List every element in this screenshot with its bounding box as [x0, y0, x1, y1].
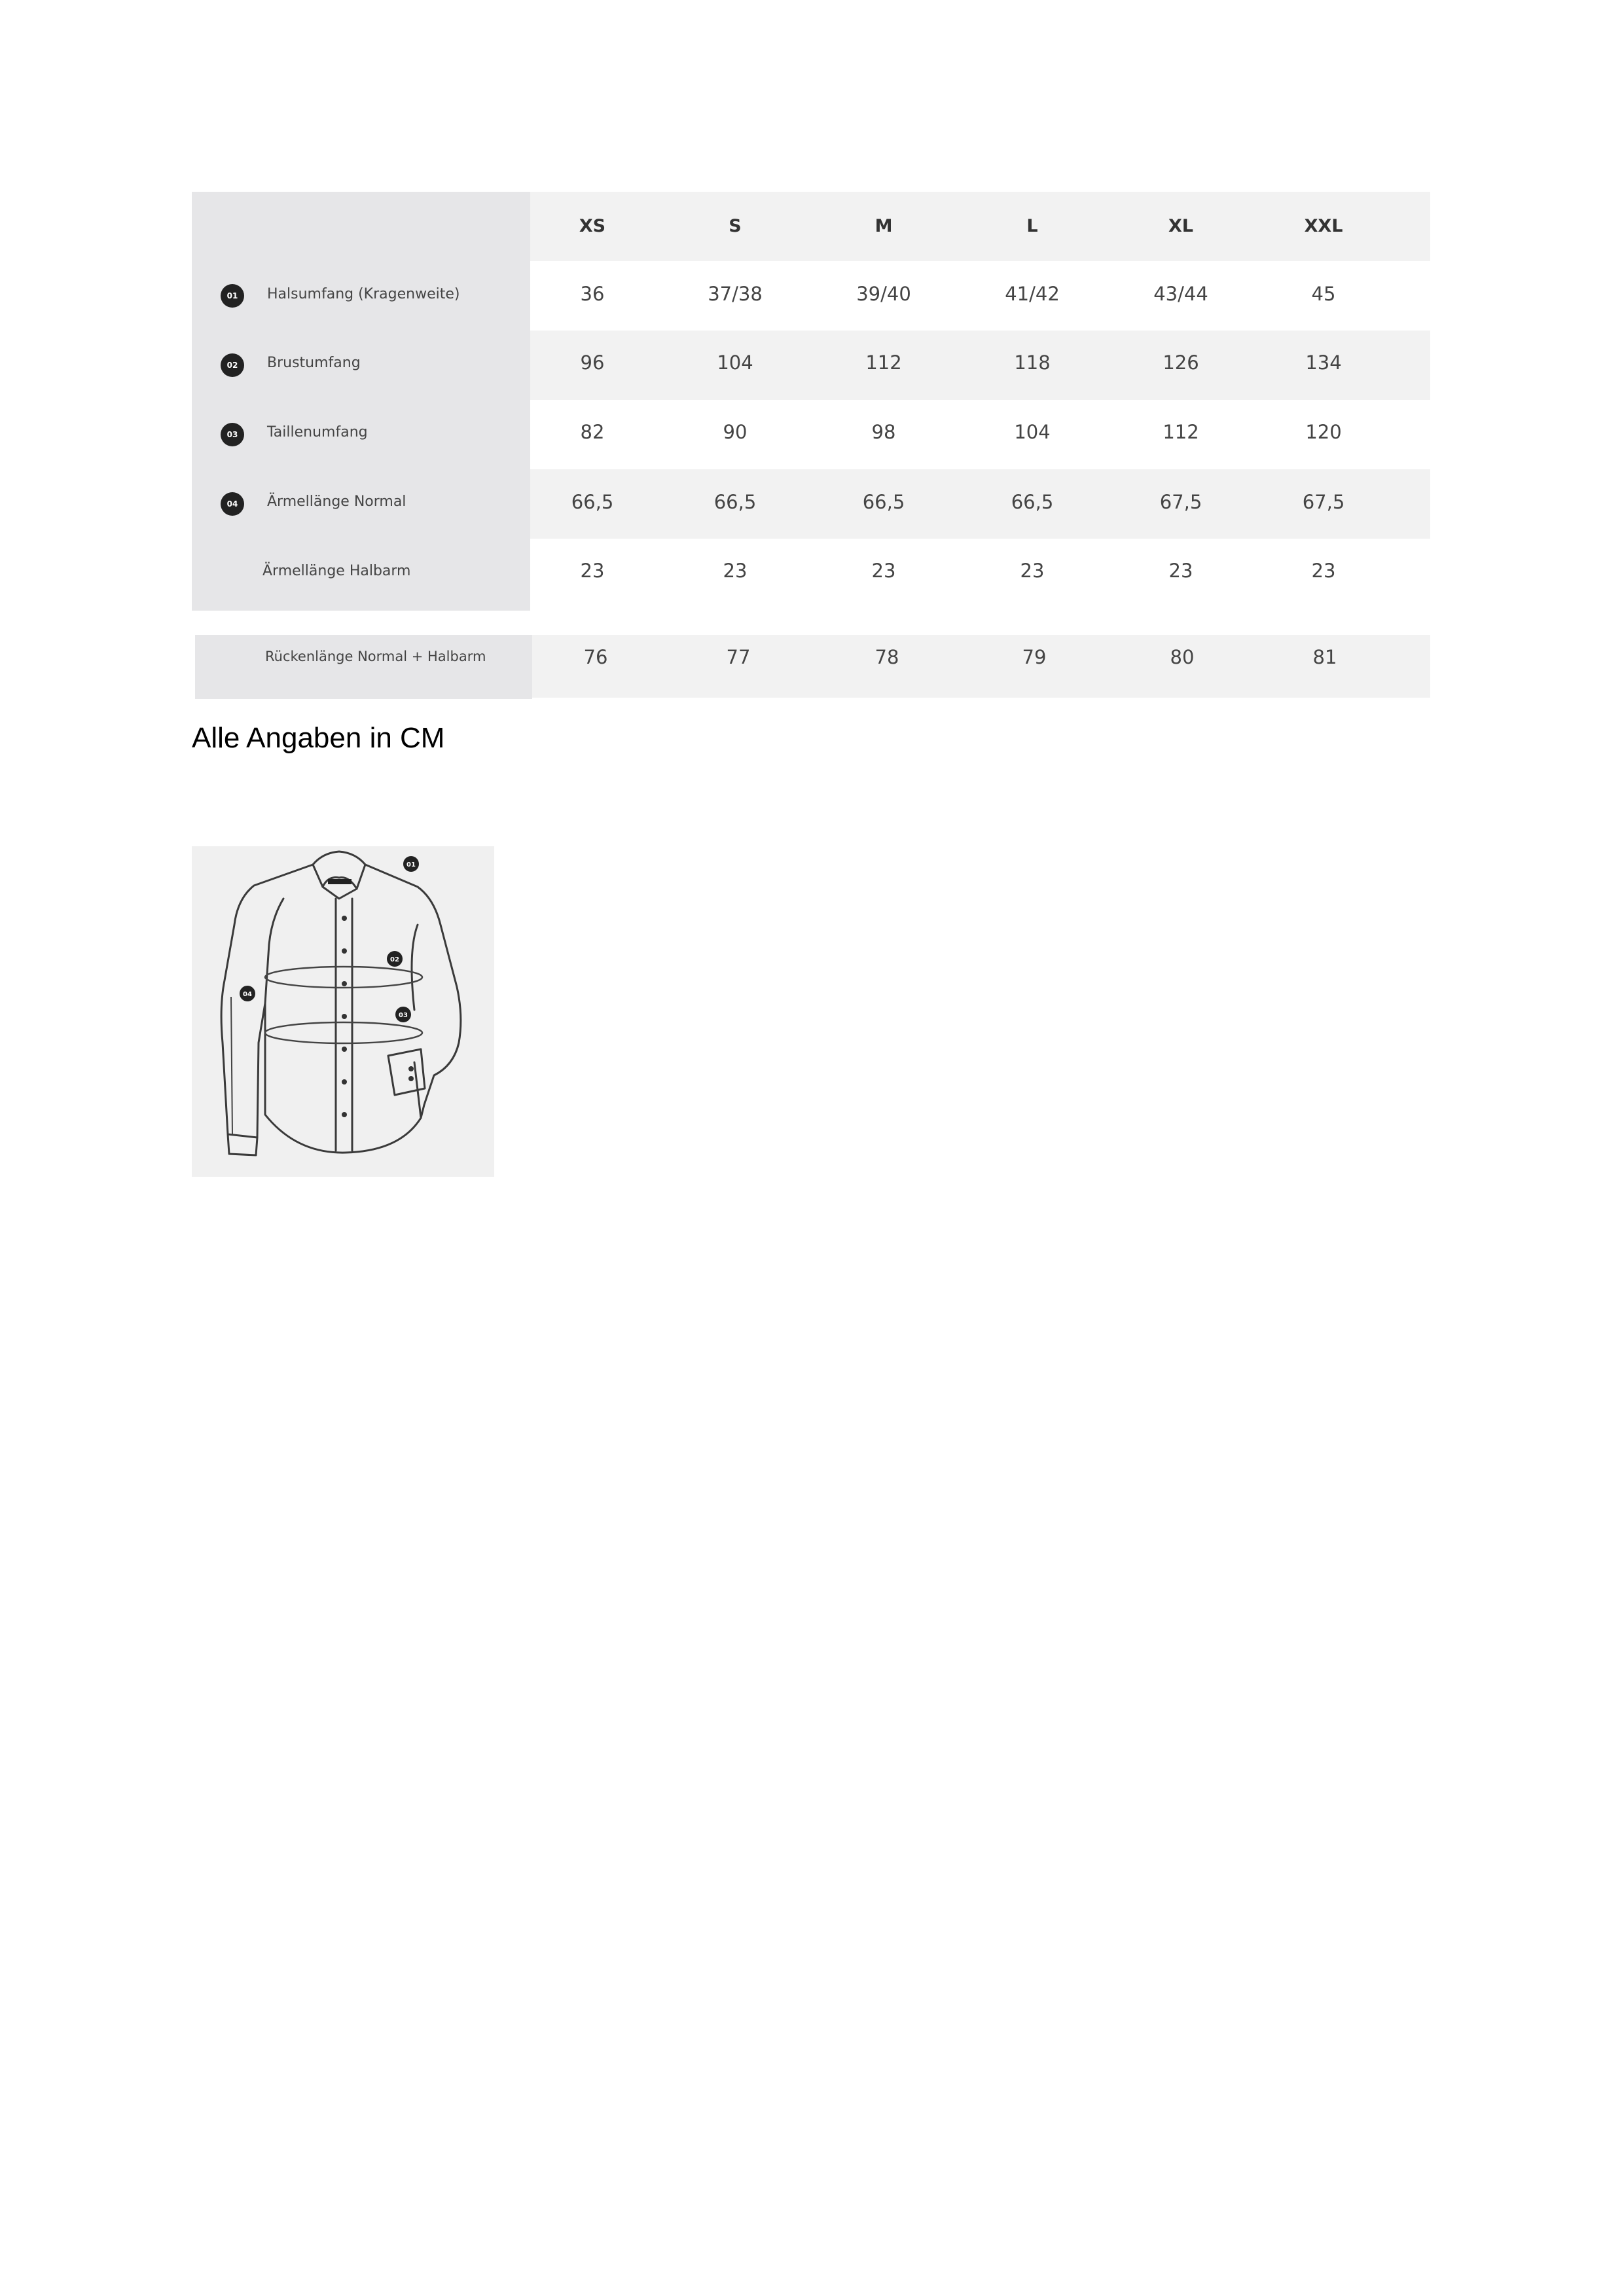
table-cell: 23 — [1168, 560, 1193, 582]
table-cell: 98 — [871, 421, 896, 443]
table-cell: 37/38 — [708, 283, 763, 305]
table-cell: 90 — [723, 421, 748, 443]
row-label-waist: Taillenumfang — [267, 424, 368, 440]
table-cell: 43/44 — [1153, 283, 1208, 305]
table-cell: 36 — [580, 283, 605, 305]
size-header-l: L — [1026, 216, 1038, 236]
table-cell: 66,5 — [1011, 491, 1054, 513]
table-cell: 67,5 — [1159, 491, 1202, 513]
table-row-stripe — [530, 331, 1430, 400]
shirt-marker-03: 03 — [399, 1012, 408, 1019]
table-cell: 112 — [865, 351, 902, 374]
table-cell: 66,5 — [713, 491, 757, 513]
marker-badge-01: 01 — [221, 284, 244, 308]
table-cell: 23 — [723, 560, 748, 582]
row-label-chest: Brustumfang — [267, 355, 361, 371]
table-cell: 77 — [726, 646, 751, 668]
size-header-m: M — [875, 216, 893, 236]
table-cell: 23 — [871, 560, 896, 582]
table-cell: 41/42 — [1005, 283, 1060, 305]
table-cell: 23 — [1020, 560, 1045, 582]
table-cell: 104 — [717, 351, 753, 374]
table-cell: 66,5 — [862, 491, 905, 513]
table-row-stripe — [530, 469, 1430, 539]
row-label-neck: Halsumfang (Kragenweite) — [267, 286, 460, 302]
size-header-xs: XS — [579, 216, 606, 236]
table-cell: 80 — [1170, 646, 1195, 668]
shirt-marker-02: 02 — [390, 956, 399, 963]
size-header-row — [530, 192, 1430, 261]
shirt-measurement-illustration — [192, 846, 494, 1177]
table-cell: 134 — [1305, 351, 1342, 374]
table-cell: 79 — [1022, 646, 1047, 668]
table-cell: 120 — [1305, 421, 1342, 443]
table-cell: 67,5 — [1302, 491, 1345, 513]
table-cell: 78 — [875, 646, 899, 668]
table-cell: 66,5 — [571, 491, 614, 513]
shirt-marker-04: 04 — [243, 991, 252, 998]
back-length-label-panel — [195, 635, 532, 699]
size-header-s: S — [729, 216, 742, 236]
marker-badge-04: 04 — [221, 492, 244, 516]
table-cell: 39/40 — [856, 283, 911, 305]
row-label-sleeve-half: Ärmellänge Halbarm — [262, 563, 411, 579]
row-label-back-length: Rückenlänge Normal + Halbarm — [265, 649, 486, 664]
table-cell: 81 — [1312, 646, 1337, 668]
marker-badge-02: 02 — [221, 353, 244, 377]
units-note: Alle Angaben in CM — [192, 722, 445, 754]
table-cell: 112 — [1163, 421, 1199, 443]
table-cell: 96 — [580, 351, 605, 374]
table-cell: 126 — [1163, 351, 1199, 374]
marker-badge-03: 03 — [221, 423, 244, 446]
table-cell: 104 — [1014, 421, 1051, 443]
table-cell: 45 — [1311, 283, 1336, 305]
table-cell: 23 — [580, 560, 605, 582]
table-cell: 76 — [583, 646, 608, 668]
shirt-marker-01: 01 — [406, 861, 416, 869]
table-cell: 118 — [1014, 351, 1051, 374]
size-header-xxl: XXL — [1304, 216, 1343, 236]
size-header-xl: XL — [1168, 216, 1194, 236]
measurement-label-panel — [192, 192, 530, 611]
table-cell: 82 — [580, 421, 605, 443]
table-cell: 23 — [1311, 560, 1336, 582]
shirt-drawing — [192, 846, 494, 1177]
back-length-row — [532, 635, 1430, 698]
row-label-sleeve-normal: Ärmellänge Normal — [267, 493, 406, 510]
